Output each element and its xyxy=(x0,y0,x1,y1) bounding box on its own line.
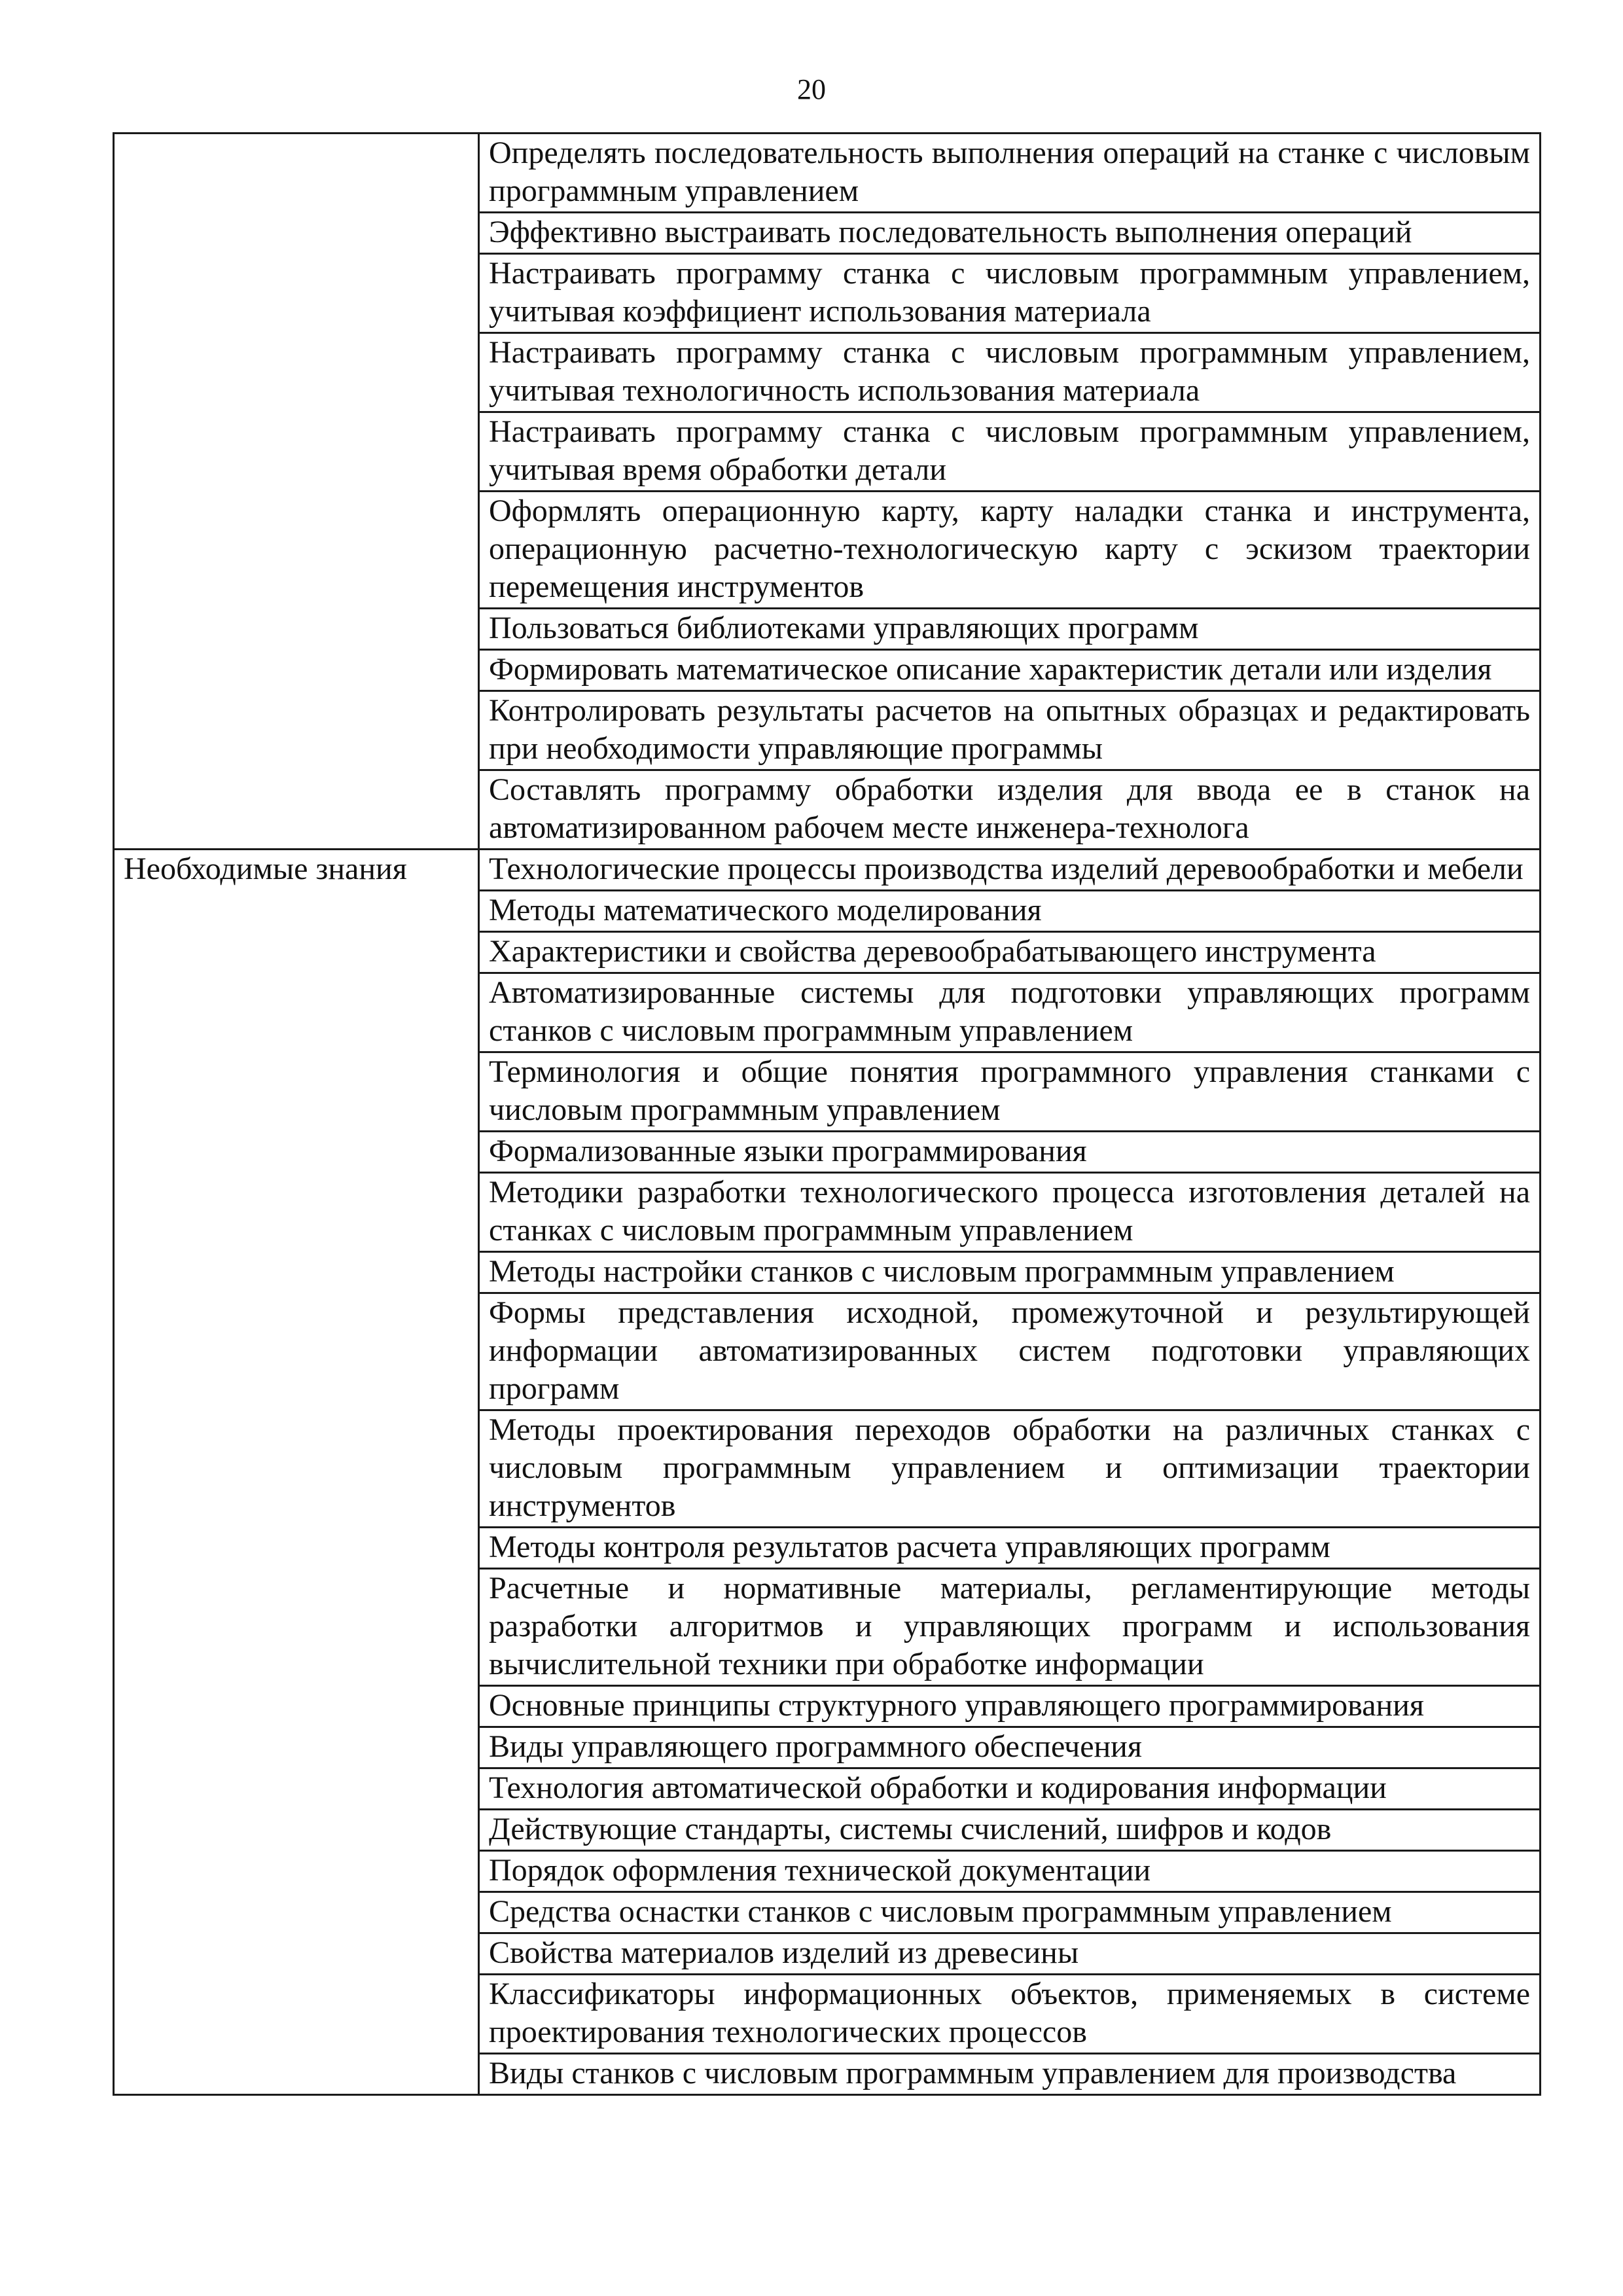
table-cell-item: Определять последовательность выполнения операций на станке с числовым программным управлением xyxy=(479,134,1541,213)
table-cell-item: Формализованные языки программирования xyxy=(479,1132,1541,1173)
requirements-table-body xyxy=(114,134,1541,2095)
table-cell-item: Методы математического моделирования xyxy=(479,891,1541,932)
table-cell-item: Методы контроля результатов расчета управляющих программ xyxy=(479,1528,1541,1569)
table-cell-item: Методики разработки технологического процесса изготовления деталей на станках с числовым программным управлением xyxy=(479,1173,1541,1252)
page-number: 20 xyxy=(797,73,826,105)
table-row xyxy=(114,134,1541,213)
table-cell-item: Эффективно выстраивать последовательность выполнения операций xyxy=(479,213,1541,254)
table-cell-item: Средства оснастки станков с числовым программным управлением xyxy=(479,1892,1541,1933)
table-cell-item: Действующие стандарты, системы счислений, шифров и кодов xyxy=(479,1810,1541,1851)
table-cell-item: Формировать математическое описание характеристик детали или изделия xyxy=(479,650,1541,691)
section-label-empty-cell xyxy=(114,134,479,850)
table-row xyxy=(114,850,1541,891)
table-cell-item: Терминология и общие понятия программного управления станками с числовым программным управлением xyxy=(479,1052,1541,1132)
table-cell-item: Виды управляющего программного обеспечения xyxy=(479,1727,1541,1768)
section-label-cell: Необходимые знания xyxy=(114,850,479,2095)
table-cell-item: Методы настройки станков с числовым программным управлением xyxy=(479,1252,1541,1293)
table-cell-item: Порядок оформления технической документации xyxy=(479,1851,1541,1892)
table-cell-item: Технология автоматической обработки и кодирования информации xyxy=(479,1768,1541,1810)
table-cell-item: Пользоваться библиотеками управляющих программ xyxy=(479,609,1541,650)
table-cell-item: Автоматизированные системы для подготовки управляющих программ станков с числовым программным управлением xyxy=(479,973,1541,1052)
table-cell-item: Основные принципы структурного управляющего программирования xyxy=(479,1686,1541,1727)
table-cell-item: Контролировать результаты расчетов на опытных образцах и редактировать при необходимости управляющие программы xyxy=(479,691,1541,770)
table-cell-item: Формы представления исходной, промежуточной и результирующей информации автоматизированных систем подготовки управляющих программ xyxy=(479,1293,1541,1410)
requirements-table xyxy=(113,132,1541,2096)
table-cell-item: Методы проектирования переходов обработки на различных станках с числовым программным управлением и оптимизации траектории инструментов xyxy=(479,1410,1541,1528)
table-cell-item: Составлять программу обработки изделия для ввода ее в станок на автоматизированном рабочем месте инженера-технолога xyxy=(479,770,1541,850)
table-cell-item: Технологические процессы производства изделий деревообработки и мебели xyxy=(479,850,1541,891)
table-cell-item: Виды станков с числовым программным управлением для производства xyxy=(479,2054,1541,2095)
table-cell-item: Характеристики и свойства деревообрабатывающего инструмента xyxy=(479,932,1541,973)
table-cell-item: Классификаторы информационных объектов, применяемых в системе проектирования технологических процессов xyxy=(479,1975,1541,2054)
table-cell-item: Оформлять операционную карту, карту наладки станка и инструмента, операционную расчетно-технологическую карту с эскизом траектории перемещения инструментов xyxy=(479,492,1541,609)
table-cell-item: Настраивать программу станка с числовым программным управлением, учитывая коэффициент использования материала xyxy=(479,254,1541,333)
table-cell-item: Свойства материалов изделий из древесины xyxy=(479,1933,1541,1975)
table-cell-item: Расчетные и нормативные материалы, регламентирующие методы разработки алгоритмов и управляющих программ и использования вычислительной техники при обработке информации xyxy=(479,1569,1541,1686)
table-cell-item: Настраивать программу станка с числовым программным управлением, учитывая технологичность использования материала xyxy=(479,333,1541,412)
table-cell-item: Настраивать программу станка с числовым программным управлением, учитывая время обработки детали xyxy=(479,412,1541,492)
